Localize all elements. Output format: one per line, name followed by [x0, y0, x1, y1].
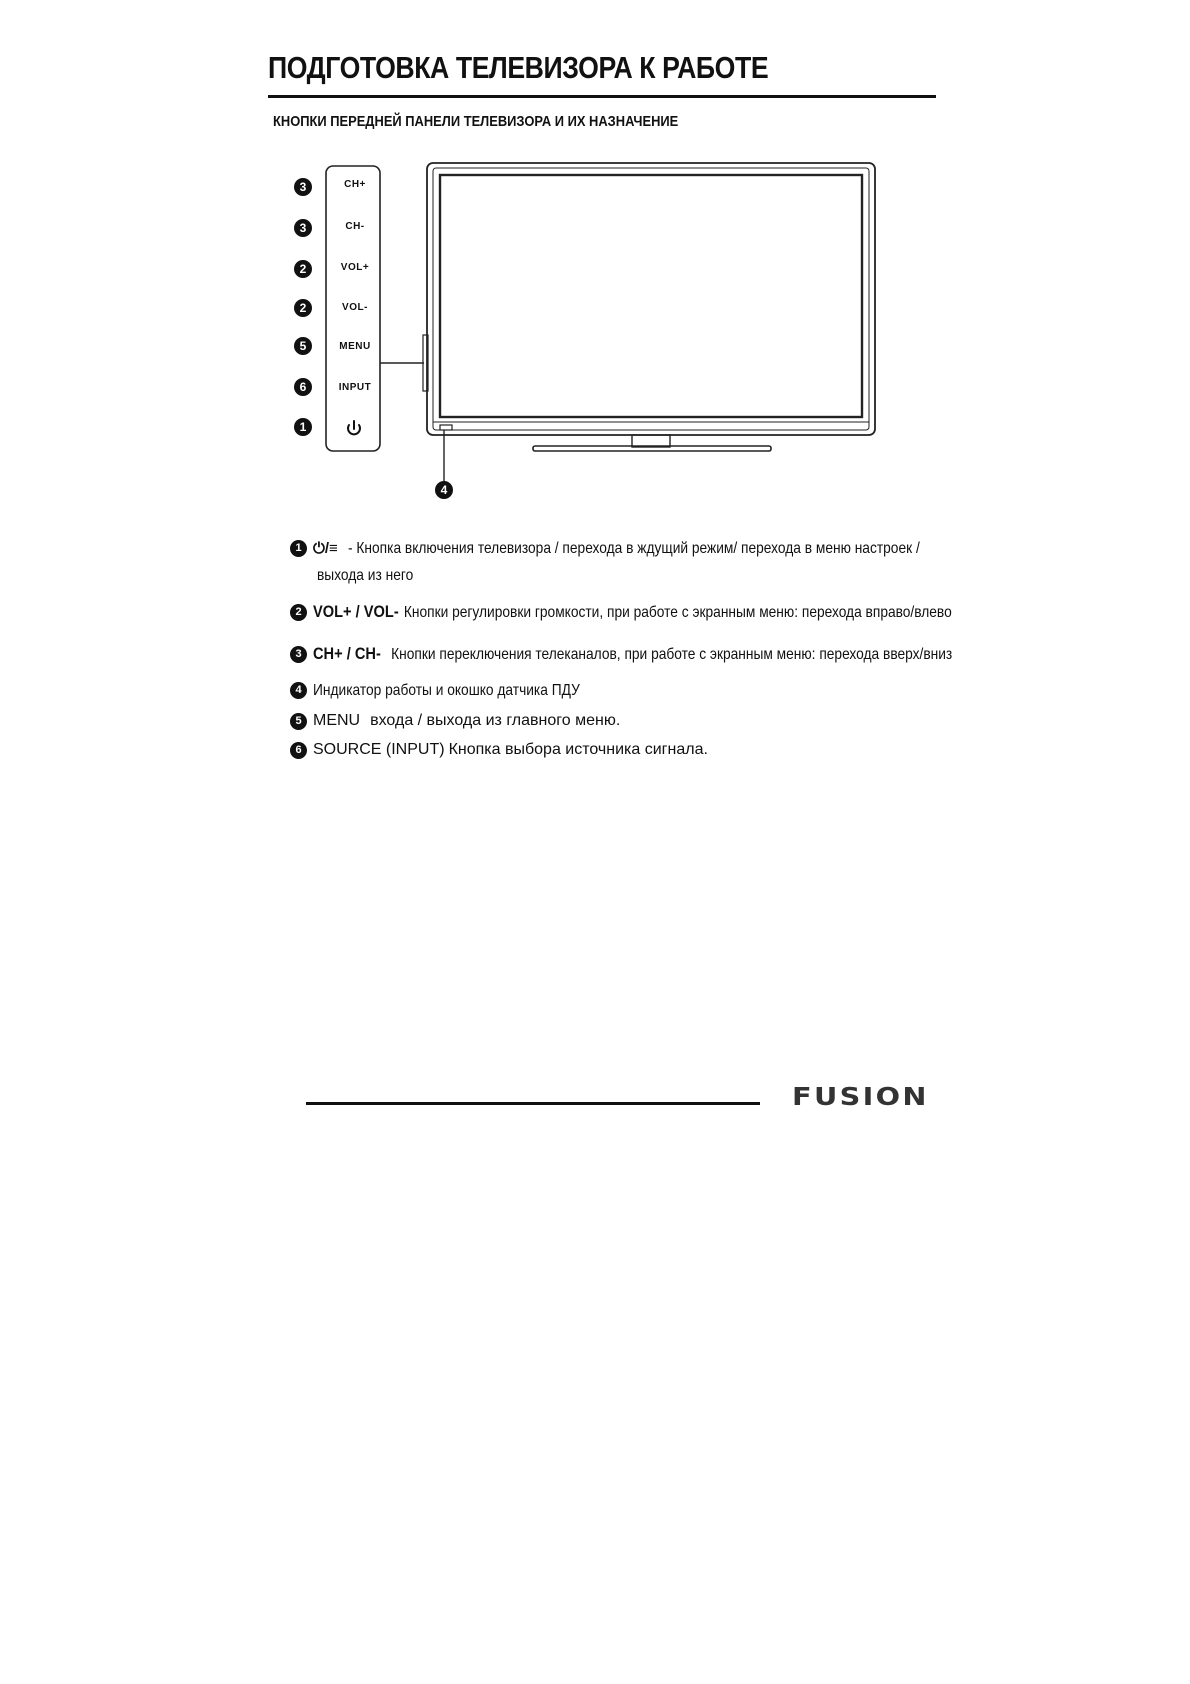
legend-number: 3 — [290, 646, 307, 663]
legend-key: SOURCE (INPUT) — [313, 741, 445, 758]
legend-text: Индикатор работы и окошко датчика ПДУ — [313, 682, 580, 699]
legend-text-line2: выхода из него — [317, 567, 414, 584]
tv-stand-base — [533, 446, 771, 451]
legend-number: 2 — [290, 604, 307, 621]
tv-screen — [440, 175, 862, 417]
legend-key: CH+ / CH- — [313, 644, 381, 663]
legend-number: 6 — [290, 742, 307, 759]
panel-label-vol-plus: VOL+ — [340, 262, 370, 273]
legend-key: MENU — [313, 712, 361, 729]
badge-indicator: 4 — [435, 481, 453, 499]
section-subtitle: КНОПКИ ПЕРЕДНЕЙ ПАНЕЛИ ТЕЛЕВИЗОРА И ИХ НАЗНАЧЕНИЕ — [273, 113, 679, 130]
power-icon — [348, 421, 360, 434]
brand-logo: FUSION — [792, 1082, 929, 1111]
legend-number: 4 — [290, 682, 307, 699]
badge-vol-plus: 2 — [294, 260, 312, 278]
tv-front-panel-diagram — [0, 0, 1190, 520]
legend-item-1 — [290, 540, 1013, 558]
page-title: ПОДГОТОВКА ТЕЛЕВИЗОРА К РАБОТЕ — [268, 50, 769, 85]
legend-text: входа / выхода из главного меню. — [370, 712, 621, 729]
legend-item-3 — [290, 644, 1056, 664]
panel-label-input: INPUT — [338, 382, 372, 393]
badge-vol-minus: 2 — [294, 299, 312, 317]
badge-menu: 5 — [294, 337, 312, 355]
legend-text: - Кнопка включения телевизора / перехода в ждущий режим/ перехода в меню настроек / — [347, 540, 920, 557]
panel-label-ch-plus: CH+ — [344, 179, 366, 190]
tv-bezel-inner — [433, 168, 869, 430]
badge-ch-minus: 3 — [294, 219, 312, 237]
legend-text: Кнопки регулировки громкости, при работе с экранным меню: перехода вправо/влево — [403, 604, 952, 621]
panel-label-ch-minus: CH- — [345, 221, 365, 232]
indicator-window — [440, 425, 452, 430]
footer-divider — [306, 1102, 760, 1105]
legend-text: Кнопки переключения телеканалов, при работе с экранным меню: перехода вверх/вниз — [391, 646, 953, 663]
panel-label-menu: MENU — [339, 341, 371, 352]
tv-bezel-outer — [427, 163, 875, 435]
panel-label-vol-minus: VOL- — [342, 302, 368, 313]
legend-item-2 — [290, 602, 1056, 622]
legend-number: 1 — [290, 540, 307, 557]
badge-power: 1 — [294, 418, 312, 436]
legend-number: 5 — [290, 713, 307, 730]
badge-ch-plus: 3 — [294, 178, 312, 196]
legend-item-1-continuation — [317, 567, 429, 585]
legend-item-6 — [290, 741, 708, 759]
badge-input: 6 — [294, 378, 312, 396]
legend-text: Кнопка выбора источника сигнала. — [448, 741, 708, 758]
power-menu-icon: ⏻/≡ — [313, 540, 338, 557]
legend-item-5 — [290, 712, 620, 730]
legend-item-4 — [290, 682, 623, 700]
legend-key: VOL+ / VOL- — [313, 602, 399, 621]
